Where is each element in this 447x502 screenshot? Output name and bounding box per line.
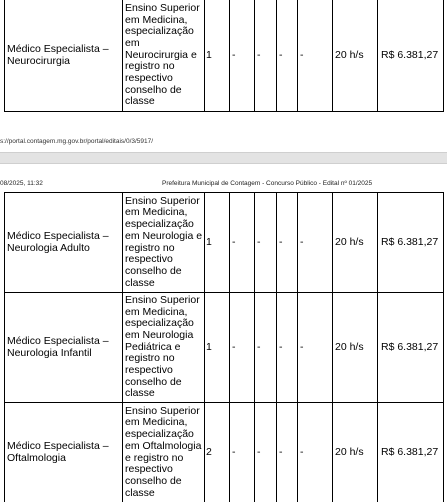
carga-cell: 20 h/s bbox=[333, 293, 378, 403]
requisito-cell: Ensino Superior em Medicina, especialização em Neurologia Pediátrica e registro no respectivo conselho de classe bbox=[123, 293, 205, 403]
job-table-top bbox=[4, 0, 444, 112]
vagas-cell: 1 bbox=[205, 0, 230, 112]
vagas-cell: 1 bbox=[205, 293, 230, 403]
table-row bbox=[5, 293, 444, 403]
dash-cell: - bbox=[277, 193, 298, 293]
job-table-bottom bbox=[4, 192, 444, 502]
cargo-cell: Médico Especialista – Neurologia Adulto bbox=[5, 193, 123, 293]
dash-cell: - bbox=[230, 0, 255, 112]
salario-cell: R$ 6.381,27 bbox=[378, 403, 444, 502]
bottom-page-fragment bbox=[0, 192, 447, 502]
requisito-cell: Ensino Superior em Medicina, especialização em Neurologia e registro no respectivo conselho de classe bbox=[123, 193, 205, 293]
dash-cell: - bbox=[298, 0, 333, 112]
dash-cell: - bbox=[298, 403, 333, 502]
salario-cell: R$ 6.381,27 bbox=[378, 0, 444, 112]
print-date: 08/2025, 11:32 bbox=[0, 180, 43, 187]
dash-cell: - bbox=[230, 403, 255, 502]
cargo-cell: Médico Especialista – Oftalmologia bbox=[5, 403, 123, 502]
dash-cell: - bbox=[230, 193, 255, 293]
footer-url: s://portal.contagem.mg.gov.br/portal/editais/0/3/5917/ bbox=[0, 138, 154, 145]
carga-cell: 20 h/s bbox=[333, 0, 378, 112]
salario-cell: R$ 6.381,27 bbox=[378, 293, 444, 403]
dash-cell: - bbox=[230, 293, 255, 403]
table-row bbox=[5, 0, 444, 112]
vagas-cell: 2 bbox=[205, 403, 230, 502]
dash-cell: - bbox=[255, 293, 277, 403]
cargo-cell: Médico Especialista – Neurologia Infantil bbox=[5, 293, 123, 403]
page-separator bbox=[0, 152, 447, 164]
table-row bbox=[5, 193, 444, 293]
dash-cell: - bbox=[298, 193, 333, 293]
requisito-cell: Ensino Superior em Medicina, especialização em Neurocirurgia e registro no respectivo conselho de classe bbox=[123, 0, 205, 112]
vagas-cell: 1 bbox=[205, 193, 230, 293]
dash-cell: - bbox=[277, 293, 298, 403]
salario-cell: R$ 6.381,27 bbox=[378, 193, 444, 293]
print-header-title: Prefeitura Municipal de Contagem - Concurso Público - Edital nº 01/2025 bbox=[162, 180, 373, 187]
dash-cell: - bbox=[277, 403, 298, 502]
top-page-fragment bbox=[0, 0, 447, 112]
dash-cell: - bbox=[255, 403, 277, 502]
carga-cell: 20 h/s bbox=[333, 403, 378, 502]
dash-cell: - bbox=[255, 193, 277, 293]
requisito-cell: Ensino Superior em Medicina, especialização em Oftalmologia e registro no respectivo conselho de classe bbox=[123, 403, 205, 502]
table-row bbox=[5, 403, 444, 502]
dash-cell: - bbox=[277, 0, 298, 112]
cargo-cell: Médico Especialista – Neurocirurgia bbox=[5, 0, 123, 112]
dash-cell: - bbox=[255, 0, 277, 112]
carga-cell: 20 h/s bbox=[333, 193, 378, 293]
dash-cell: - bbox=[298, 293, 333, 403]
